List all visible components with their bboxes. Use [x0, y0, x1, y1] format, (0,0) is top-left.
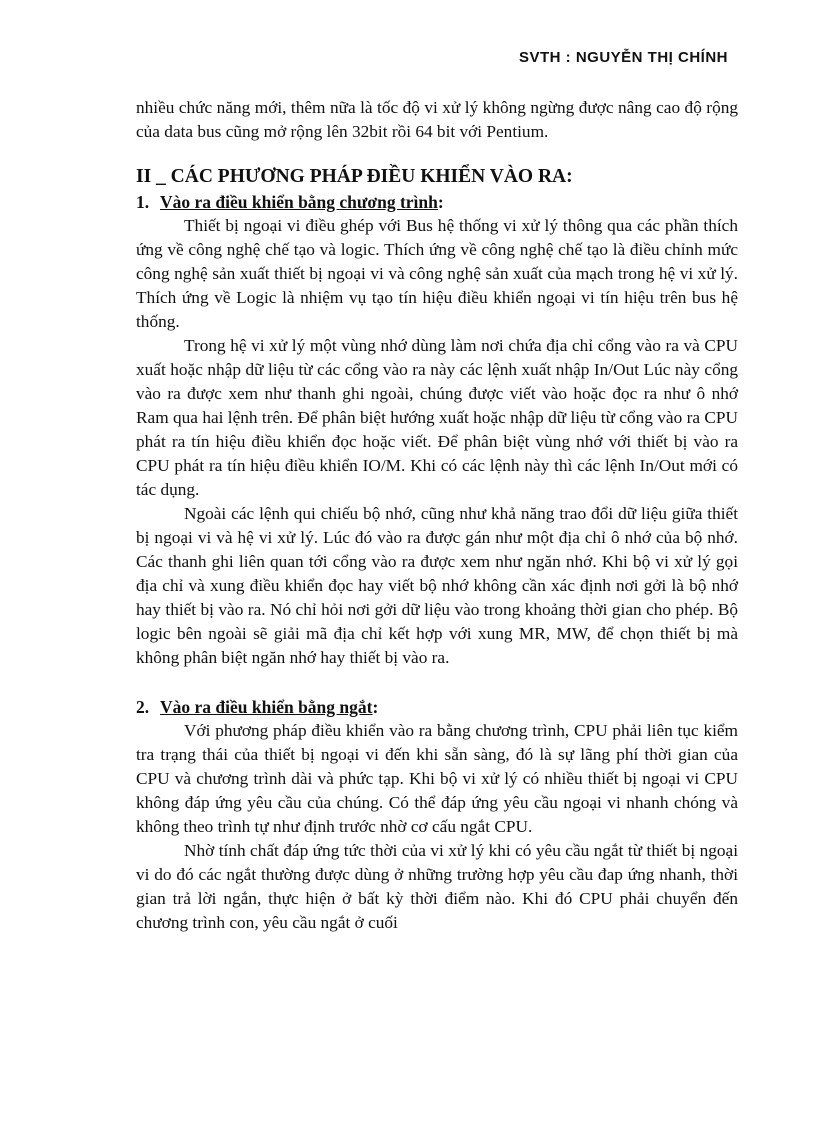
subsection-2-title: Vào ra điều khiển bằng ngắt [160, 697, 373, 717]
page-header-author: SVTH : NGUYỄN THỊ CHÍNH [518, 49, 728, 66]
paragraph: Trong hệ vi xử lý một vùng nhớ dùng làm nơi chứa địa chỉ cổng vào ra và CPU xuất hoặc nhập dữ liệu từ các cổng vào ra này các lệnh xuất nhập In/Out Lúc này cổng vào ra được xem như thanh ghi ngoài, chúng được viết vào hoặc đọc ra như ô nhớ Ram qua hai lệnh trên. Để phân biệt hướng xuất hoặc nhập dữ liệu từ cổng vào ra CPU phát ra tín hiệu điều khiển đọc hoặc viết. Để phân biệt vùng nhớ với thiết bị vào ra CPU phát ra tín hiệu điều khiển IO/M. Khi có các lệnh này thì các lệnh In/Out mới có tác dụng. [136, 336, 738, 499]
subsection-2-suffix: : [372, 697, 379, 717]
paragraph: Với phương pháp điều khiển vào ra bằng chương trình, CPU phải liên tục kiểm tra trạng thái của thiết bị ngoại vi đến khi sẵn sàng, đó là sự lãng phí thời gian của CPU và chương trình dài và phức tạp. Khi bộ vi xử lý có nhiều thiết bị ngoại vi CPU không đáp ứng yêu cầu của chúng. Có thể đáp ứng yêu cầu ngoại vi nhanh chóng và không theo trình tự như định trước nhờ cơ cấu ngắt CPU. [136, 721, 738, 836]
paragraph: Thiết bị ngoại vi điều ghép với Bus hệ thống vi xử lý thông qua các phần thích ứng về công nghệ chế tạo và logic. Thích ứng về công nghệ chế tạo là điều chỉnh mức công nghệ sản xuất thiết bị ngoại vi và công nghệ sản xuất của mạch trong hệ vi xử lý. Thích ứng về Logic là nhiệm vụ tạo tín hiệu điều khiển ngoại vi tín hiệu trên bus hệ thống. [136, 216, 738, 331]
section-heading: II _ CÁC PHƯƠNG PHÁP ĐIỀU KHIỂN VÀO RA: [136, 166, 573, 187]
subsection-1-heading [136, 190, 738, 214]
subsection-1-suffix: : [437, 192, 444, 212]
subsection-2-heading [136, 695, 738, 719]
intro-paragraph: nhiều chức năng mới, thêm nữa là tốc độ vi xử lý không ngừng được nâng cao độ rộng của data bus cũng mở rộng lên 32bit rồi 64 bit với Pentium. [136, 98, 738, 141]
document-body [136, 96, 738, 935]
paragraph: Nhờ tính chất đáp ứng tức thời của vi xử lý khi có yêu cầu ngắt từ thiết bị ngoại vi do đó các ngắt thường được dùng ở những trường hợp yêu cầu đap ứng nhanh, thời gian trả lời ngắn, thực hiện ở bất kỳ thời điểm nào. Khi đó CPU phải chuyển đến chương trình con, yêu cầu ngắt ở cuối [136, 841, 738, 932]
subsection-2-number: 2. [136, 697, 150, 717]
subsection-1-title: Vào ra điều khiển bằng chương trình [160, 192, 438, 212]
subsection-1-number: 1. [136, 192, 150, 212]
paragraph: Ngoài các lệnh qui chiếu bộ nhớ, cũng như khả năng trao đổi dữ liệu giữa thiết bị ngoại vi và hệ vi xử lý. Lúc đó vào ra được gán như một địa chỉ ô nhớ của bộ nhớ. Các thanh ghi liên quan tới cổng vào ra được xem như ngăn nhớ. Khi bộ vi xử lý gọi địa chỉ và xung điều khiển đọc hay viết bộ nhớ không cần xác định nơi gởi là bộ nhớ hay thiết bị vào ra. Nó chỉ hỏi nơi gởi dữ liệu vào trong khoảng thời gian cho phép. Bộ logic bên ngoài sẽ giải mã địa chỉ kết hợp với xung MR, MW, để chọn thiết bị mà không phân biệt ngăn nhớ hay thiết bị vào ra. [136, 504, 738, 667]
